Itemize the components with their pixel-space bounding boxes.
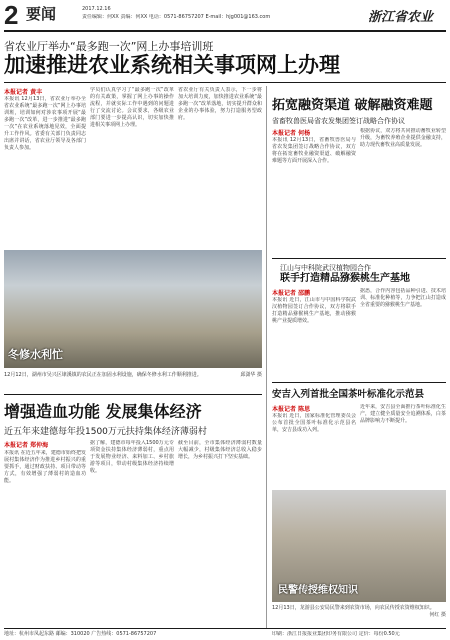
farm-work-photo [4, 250, 262, 368]
feature-col-3: 截至目前，全市集体经济薄弱村数量大幅减少，村级集体经济总收入稳步增长，为乡村振兴打下坚实基础。 [178, 440, 262, 460]
footer-left: 地址：杭州市凤起东路 邮编：310020 广告热线：0571-86757207 [4, 631, 157, 637]
footer-rule [4, 628, 446, 629]
kiwi-col-1: 本报讯 近日，江山市与中国科学院武汉植物园签订合作协议，双方将联手打造精品猕猴桃生产基地，推动猕猴桃产业提质增效。 [272, 297, 356, 324]
feature-byline: 本报记者 郑仲海 [4, 442, 49, 449]
tea-byline: 本报记者 陈思 [272, 406, 311, 413]
tea-col-2: 近年来，安吉县全面推行茶叶标准化生产，建立健全质量安全追溯体系，白茶品牌影响力不断提升。 [360, 404, 446, 424]
lead-kicker: 省农业厅举办“最多跑一次”网上办事培训班 [4, 40, 214, 53]
footer-right: 印刷：浙江日报报业集团印务有限公司 定价：每份0.50元 [272, 631, 400, 637]
kiwi-col-2: 据悉，合作内容包括品种引进、技术培训、标准化种植等，力争把江山打造成全省重要的猕猴桃生产基地。 [360, 288, 446, 308]
photo-credit: 邱潇华 摄 [240, 372, 262, 378]
feature-title: 增强造血功能 发展集体经济 [4, 402, 202, 421]
lead-byline: 本报记者 黄丰 [4, 89, 43, 96]
page-number: 2 [4, 0, 19, 30]
finance-col-1: 本报讯 12月13日，省畜牧兽医局与省农发集团签订战略合作协议，双方将在拓宽畜牧业融资渠道、破解融资难题等方面开展深入合作。 [272, 137, 356, 164]
photo2-caption [272, 605, 446, 618]
finance-byline: 本报记者 何杨 [272, 130, 311, 137]
lead-col-3: 省农业厅有关负责人表示，下一步将加大培训力度，加快推进农业系统“最多跑一次”改革落地，切实提升群众和企业的办事体验，努力打造服务型政府。 [178, 87, 262, 121]
finance-col-2: 根据协议，双方将共同推动畜牧业转型升级，为畜牧养殖企业提供金融支持，助力现代畜牧业高质量发展。 [360, 128, 446, 148]
finance-subtitle: 省畜牧兽医局省农发集团签订战略合作协议 [272, 117, 405, 125]
photo-overlay-text: 冬修水利忙 [8, 348, 63, 361]
feature-subtitle: 近五年来建德每年投1500万元扶持集体经济薄弱村 [4, 427, 207, 437]
lead-col-1: 本报讯 12月13日，省农业厅举办全省农业系统“最多跑一次”网上办事培训班，培训如何对涉农事项开展“最多跑一次”改革，进一步推进“最多跑一次”在农业系统落地见效，全面提升工作作风。省委有关部门负责同志出席并讲话，省农业厅领导及各部门负责人参加。 [4, 96, 86, 151]
lead-rule [4, 82, 446, 83]
masthead-rule [4, 30, 446, 32]
photo2-caption-text: 12月13日，龙游县公安局民警来到农资市场，向农民传授农资维权知识。 [272, 605, 435, 611]
masthead-editor: 责任编辑：何XX 责编：何XX 电话：0571-86757207 E-mail：hjg001@163.com [82, 14, 271, 20]
feature-col-2: 据了解，建德市每年投入1500万元专项资金扶持集体经济薄弱村，重点用于发展物业经济、来料加工、乡村旅游等项目，带动村级集体经济持续增收。 [90, 440, 174, 474]
feature-col-1: 本报讯 在近五年来，建德市始终把发展村集体经济作为推进乡村振兴的重要抓手，通过财政扶持、项目带动等方式，有效增强了薄弱村的造血功能。 [4, 450, 86, 484]
kiwi-title: 联手打造精品猕猴桃生产基地 [280, 273, 410, 284]
photo2-credit: 何红 摄 [429, 611, 446, 618]
photo-caption [4, 372, 262, 379]
kiwi-byline: 本报记者 邵鹏 [272, 290, 311, 297]
finance-rule [272, 258, 446, 259]
kiwi-kicker: 江山与中科院武汉植物园合作 [280, 264, 371, 272]
lead-col-2: 学员们认真学习了“最多跑一次”改革的有关政策，掌握了网上办事的操作流程，并就实际工作中遇到的问题进行了交流讨论。会议要求，各级农业部门要进一步提高认识，切实加快推进相关事项网上办理。 [90, 87, 174, 128]
kiwi-rule [272, 382, 446, 383]
tea-title: 安吉入列首批全国茶叶标准化示范县 [272, 389, 425, 400]
photo-rule [4, 394, 262, 395]
photo2-overlay-text: 民警传授维权知识 [278, 585, 358, 596]
photo-caption-text: 12月12日，湖州市吴兴区埭溪镇的农民正在加固水利设施，确保冬修水利工作顺利推进。 [4, 372, 202, 378]
masthead-date: 2017.12.16 [82, 6, 111, 12]
column-divider [266, 86, 267, 628]
newspaper-logo: 浙江省农业 [368, 10, 434, 25]
finance-title: 拓宽融资渠道 破解融资难题 [272, 98, 433, 113]
police-photo [272, 490, 446, 602]
tea-col-1: 本报讯 近日，国家标准化管理委员会公布首批全国茶叶标准化示范县名单，安吉县成功入列。 [272, 413, 356, 433]
lead-title: 加速推进农业系统相关事项网上办理 [4, 53, 340, 77]
section-tag: 要闻 [26, 5, 57, 23]
